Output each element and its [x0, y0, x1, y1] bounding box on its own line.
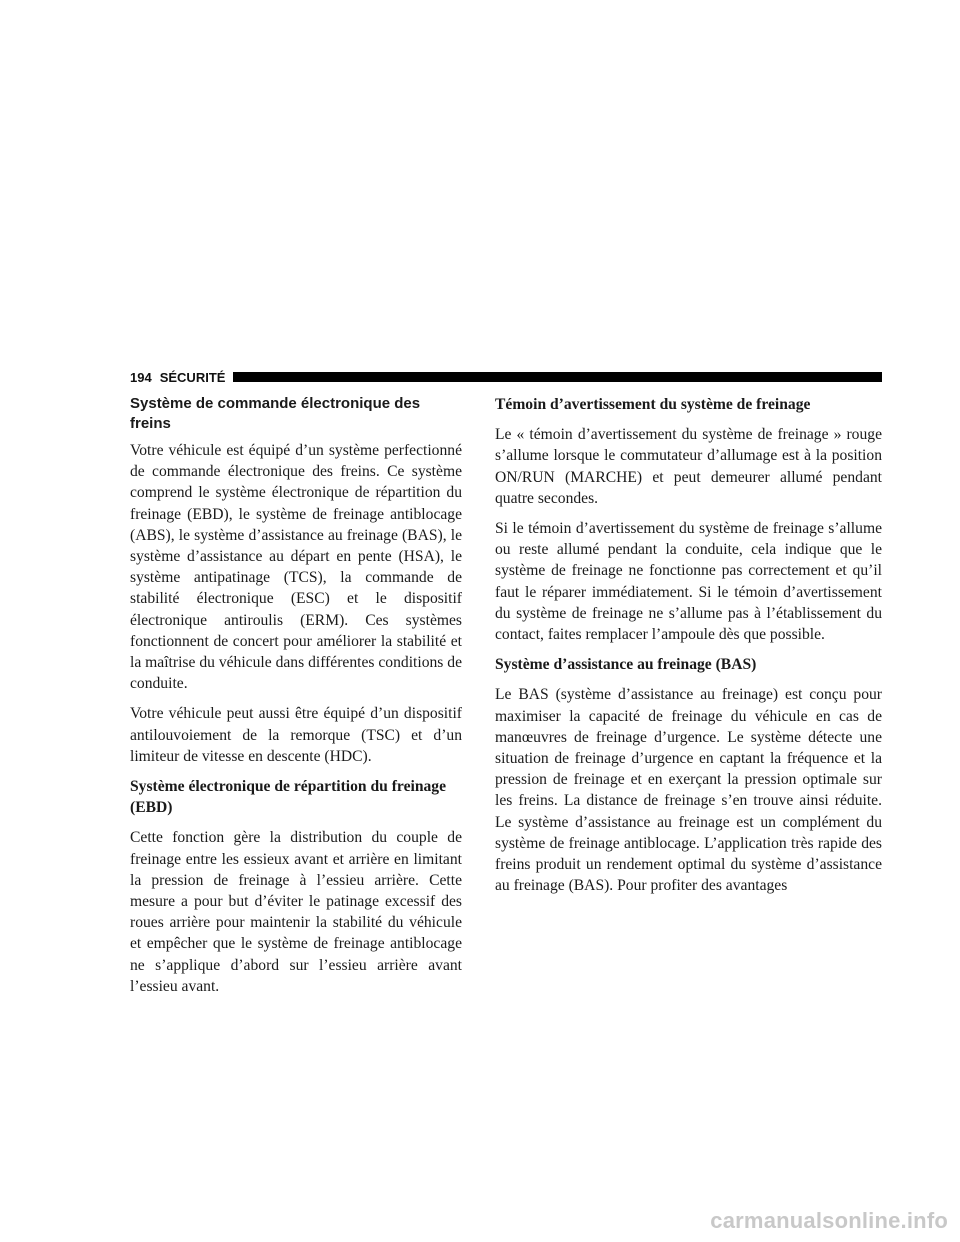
section-title: SÉCURITÉ: [159, 369, 226, 385]
bas-heading: Système d’assistance au freinage (BAS): [495, 656, 757, 674]
ebd-heading: Système électronique de répartition du freinage (EBD): [130, 778, 447, 817]
header-rule: [233, 372, 882, 382]
ebd-paragraph: Cette fonction gère la distribution du couple de freinage entre les essieux avant et arrière en limitant la pression de freinage à l’essieu arrière. Cette mesure a pour but d’éviter le patinage excessif des roues arrière pour maintenir la stabilité du véhicule et empêcher que le système de freinage antiblocage ne s’applique d’abord sur l’essieu arrière avant l’essieu avant.: [130, 829, 462, 995]
intro-paragraph: Votre véhicule est équipé d’un système perfectionné de commande électronique des freins. Ce système comprend le système électronique de répartition du freinage (EBD), le système de freinage antiblocage (ABS), le système d’assistance au freinage (BAS), le système d’assistance au départ en pente (HSA), le système antipatinage (TCS), la commande de stabilité électronique (ESC) et le dispositif électronique antiroulis (ERM). Ces systèmes fonctionnent de concert pour améliorer la stabilité et la maîtrise du véhicule dans différentes conditions de conduite.: [130, 442, 462, 693]
site-watermark: carmanualsonline.info: [710, 1208, 948, 1233]
left-column: [130, 394, 462, 1006]
optional-equipment-paragraph: Votre véhicule peut aussi être équipé d’un dispositif antilouvoiement de la remorque (TSC) et d’un limiteur de vitesse en descente (HDC).: [130, 705, 462, 765]
warning-light-heading: Témoin d’avertissement du système de freinage: [495, 396, 811, 413]
right-column: [495, 394, 882, 905]
bas-paragraph: Le BAS (système d’assistance au freinage) est conçu pour maximiser la capacité de freinage du véhicule en cas de manœuvres de freinage d’urgence. Le système détecte une situation de freinage d’urgence en captant la fréquence et la pression de freinage et en exerçant la pression optimale sur les freins. La distance de freinage s’en trouve ainsi réduite. Le système d’assistance au freinage est un complément du système de freinage antiblocage. L’application très rapide des freins produit un rendement optimal du système d’assistance au freinage (BAS). Pour profiter des avantages: [495, 686, 882, 895]
warning-light-paragraph-2: Si le témoin d’avertissement du système de freinage s’allume ou reste allumé pendant la conduite, cela indique que le système de freinage ne fonctionne pas correctement et qu’il faut le réparer immédiatement. Si le témoin d’avertissement du système de freinage ne s’allume pas à l’établissement du contact, faites remplacer l’ampoule dès que possible.: [495, 520, 882, 644]
page-number: 194: [130, 369, 152, 385]
section-heading: Système de commande électronique des freins: [130, 395, 421, 432]
page-header: [130, 368, 882, 386]
warning-light-paragraph-1: Le « témoin d’avertissement du système de freinage » rouge s’allume lorsque le commutateur d’allumage est à la position ON/RUN (MARCHE) et peut demeurer allumé pendant quatre secondes.: [495, 426, 882, 507]
